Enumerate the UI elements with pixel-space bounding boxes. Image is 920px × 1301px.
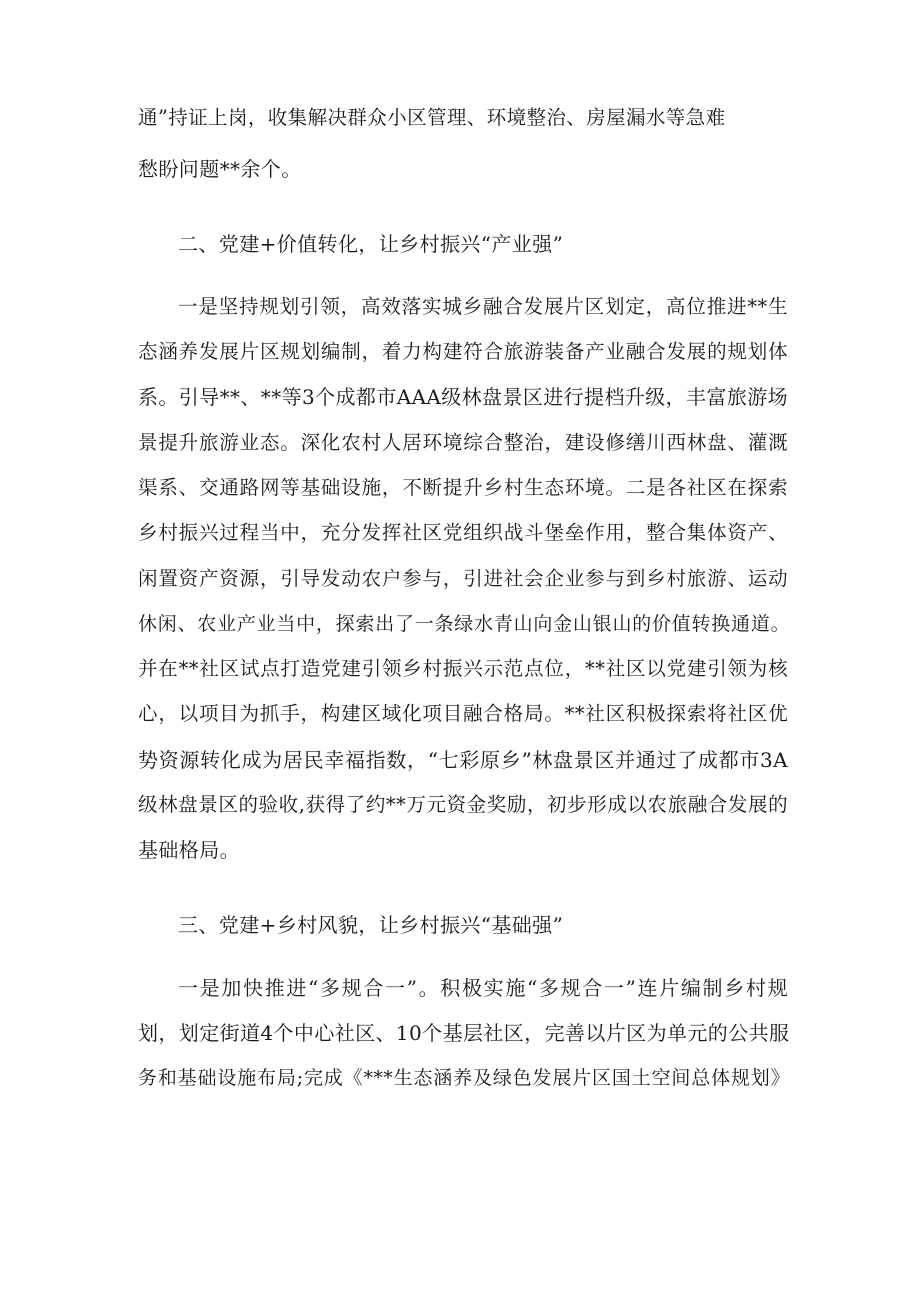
paragraph-line: 渠系、交通路网等基础设施，不断提升乡村生态环境。二是各社区在探索 (138, 476, 788, 499)
paragraph-line: 态涵养发展片区规划编制，着力构建符合旅游装备产业融合发展的规划体 (138, 340, 788, 363)
paragraph-line: 闲置资产资源，引导发动农户参与，引进社会企业参与到乡村旅游、运动 (138, 567, 788, 590)
paragraph-line: 乡村振兴过程当中，充分发挥社区党组织战斗堡垒作用，整合集体资产、 (138, 521, 788, 544)
paragraph-line: 一是加快推进“多规合一”。积极实施“多规合一”连片编制乡村规 (178, 976, 788, 1000)
paragraph-line: 划，划定街道4个中心社区、10个基层社区，完善以片区为单元的公共服 (138, 1021, 790, 1045)
paragraph-line: 并在**社区试点打造党建引领乡村振兴示范点位，**社区以党建引领为核 (138, 657, 788, 680)
paragraph-line: 务和基础设施布局;完成《***生态涵养及绿色发展片区国土空间总体规划》 (138, 1067, 790, 1089)
paragraph-line: 基础格局。 (138, 838, 240, 862)
paragraph-line: 通”持证上岗，收集解决群众小区管理、环境整治、房屋漏水等急难 (138, 106, 726, 129)
paragraph-line: 休闲、农业产业当中，探索出了一条绿水青山向金山银山的价值转换通道。 (138, 613, 790, 635)
paragraph-line: 一是坚持规划引领，高效落实城乡融合发展片区划定，高位推进**生 (178, 295, 788, 318)
paragraph-line: 景提升旅游业态。深化农村人居环境综合整治，建设修缮川西林盘、灌溉 (138, 431, 788, 454)
paragraph-line: 愁盼问题**余个。 (138, 157, 302, 181)
paragraph-line: 级林盘景区的验收,获得了约**万元资金奖励，初步形成以农旅融合发展的 (138, 793, 788, 816)
paragraph-line: 系。引导**、**等3个成都市AAA级林盘景区进行提档升级，丰富旅游场 (138, 385, 789, 409)
section-heading: 三、党建+乡村风貌，让乡村振兴“基础强” (178, 913, 564, 937)
paragraph-line: 势资源转化成为居民幸福指数，“七彩原乡”林盘景区并通过了成都市3A (138, 748, 788, 772)
paragraph-line: 心，以项目为抓手，构建区域化项目融合格局。**社区积极探索将社区优 (138, 702, 788, 725)
section-heading: 二、党建+价值转化，让乡村振兴“产业强” (178, 232, 564, 256)
